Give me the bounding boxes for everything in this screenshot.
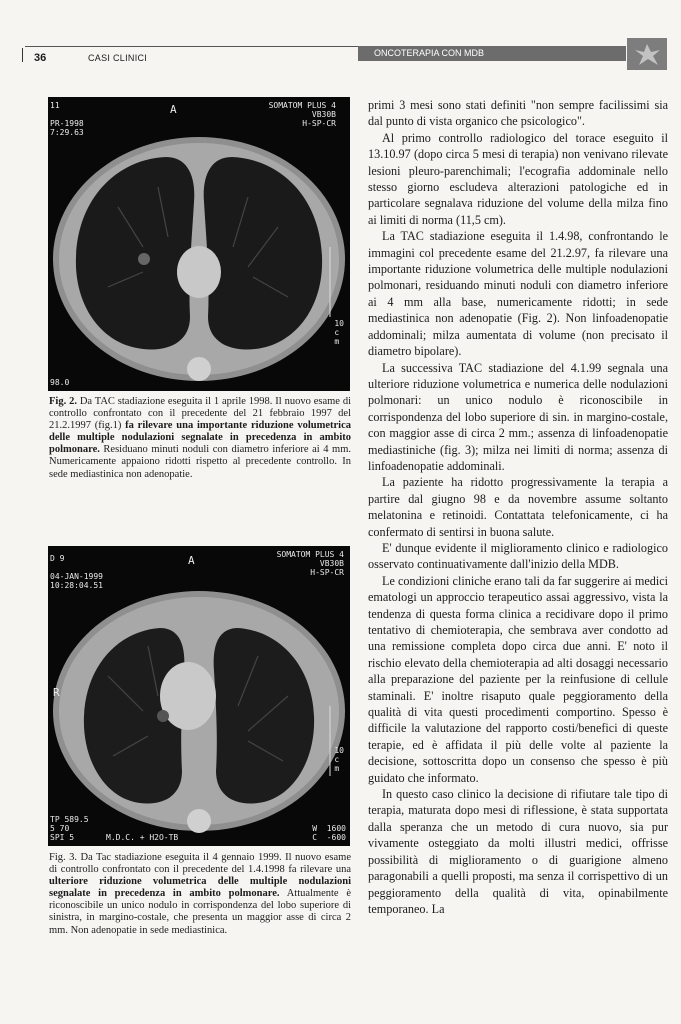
- ct-scan-fig3: [48, 546, 350, 846]
- body-paragraph: E' dunque evidente il miglioramento clinico e radiologico osservato continuativamente dall'inizio della MDB.: [368, 540, 668, 572]
- body-column: [368, 97, 668, 917]
- journal-banner: ONCOTERAPIA CON MDB: [358, 46, 626, 61]
- body-paragraph: La paziente ha ridotto progressivamente la terapia a partire dal giugno 98 e da novembre assume soltanto melatonina e retinoidi. Contattata telefonicamente, ci ha confermato di sentirsi in buona salute.: [368, 475, 668, 539]
- scan-overlay-bottom-left: TP 589.5 5 70 SPI 5: [50, 815, 89, 842]
- scan-overlay-bottom-center: M.D.C. + H2O-TB: [106, 833, 179, 842]
- body-paragraph: Le condizioni cliniche erano tali da far suggerire ai medici ematologi un approccio terapeutico assai aggressivo, vista la tendenza di questa forma clinica a recidivare dopo il primo tentativo di chemioterapia, che sembrava aver condotto ad una remissione completa dopo circa due anni. E' noto il rischio elevato della chemioterapia ad alti dosaggi necessario alla preparazione del paziente per la reinfusione di cellule staminali. E' inoltre risaputo quale peggioramento della qualità di vita questi procedimenti comportino. Spesso è difficile la valutazione del rapporto costi/benefici di queste terapie, ed è affidata il più delle volte al paziente la decisione, sottoscritta dopo un consenso che spesso è più guidato che informato.: [368, 573, 668, 785]
- scan-overlay-bottom-right: W 1600 C -600: [312, 824, 346, 842]
- caption-text: Attualmente è riconoscibile un unico nodulo in corrispondenza del lobo superiore di sinistra, in margino-costale, che presenta un maggior asse di circa 2 mm. Non adenopatie in sede mediastinica.: [49, 888, 351, 936]
- header-tick: [22, 48, 23, 62]
- ct-scan-fig2: [48, 97, 350, 391]
- caption-highlight: fa rilevare una importante riduzione volumetrica delle multiple nodulazioni segnalate in precedenza in ambito polmonare.: [49, 420, 351, 456]
- scan-overlay-scale: 10 c m: [334, 746, 344, 773]
- page-header: [0, 0, 681, 80]
- caption-text: Da TAC stadiazione eseguita il 1 aprile 1998. Il nuovo esame di controllo confrontato con il precedente del 21 febbraio 1997 del 21.2.1997 (fig.1): [49, 396, 351, 432]
- scan-overlay-top-left: D 9 04-JAN-1999 10:28:04.51: [50, 554, 103, 590]
- figure-caption-3: [49, 852, 351, 937]
- caption-label: Fig. 3.: [49, 852, 78, 863]
- body-paragraph: Al primo controllo radiologico del torace eseguito il 13.10.97 (dopo circa 5 mesi di terapia) non venivano rilevate lesioni pleuro-parenchimali; l'ecografia addominale nello stesso giorno escludeva alterazioni patologiche ed in particolare segnalava riduzione del volume della milza fino ai limiti di norma (11,5 cm).: [368, 130, 668, 227]
- body-paragraph: La TAC stadiazione eseguita il 1.4.98, confrontando le immagini col precedente esame del 21.2.97, fa rilevare una importante riduzione volumetrica delle multiple nodulazioni polmonari, residuando minuti noduli con diametro inferiore ai 4 mm alla base, numericamente ridotti; in sede mediastinica non adenopatie (Fig. 2). Non linfoadenopatie addominali; milza aumentata di volume (non precisato il diametro bipolare).: [368, 229, 668, 359]
- scan-overlay-side-marker: R: [53, 686, 60, 699]
- ct-image-fig3: [48, 546, 350, 846]
- body-paragraph: primi 3 mesi sono stati definiti "non sempre facilissimi sia dal punto di vista organico che psicologico".: [368, 98, 668, 129]
- scan-overlay-top-right: SOMATOM PLUS 4 VB30B H-SP-CR: [268, 101, 336, 128]
- body-paragraph: In questo caso clinico la decisione di rifiutare tale tipo di terapia, maturata dopo mesi di riflessione, è stata supportata dalla speranza che un metodo di cura nuovo, sia pur vivamente osteggiato da molti illustri medici, offrisse possibilità di miglioramento o di guarigione almeno paragonabili a quelli proposti, ma senza il corrispettivo di un peggioramento della qualità di vita, opinabilmente temporaneo. La: [368, 787, 668, 916]
- body-paragraph: La successiva TAC stadiazione del 4.1.99 segnala una ulteriore riduzione volumetrica e numerica delle nodulazioni polmonari: un unico nodulo è riconoscibile in corrispondenza del lobo superiore di sin. in margino-costale, con maggior asse di circa 2 mm.; assenza di linfoadenopatie mediastiniche (fig. 3); milza nei limiti di norma; assenza di linfoadenopatie addominali.: [368, 360, 668, 473]
- page-number: 36: [34, 52, 47, 64]
- journal-logo-icon: [627, 38, 667, 70]
- caption-label: Fig. 2.: [49, 396, 77, 407]
- scan-overlay-bottom-left: 98.0: [50, 378, 70, 387]
- scan-overlay-top-center: A: [170, 103, 177, 116]
- scan-overlay-top-left: 11 PR-1998 7:29.63: [50, 101, 84, 137]
- scan-overlay-top-right: SOMATOM PLUS 4 VB30B H-SP-CR: [276, 550, 344, 577]
- scan-overlay-scale: 10 c m: [334, 319, 344, 346]
- caption-highlight: ulteriore riduzione volumetrica delle multiple nodulazioni segnalate in precedenza in ambito polmonare.: [49, 876, 351, 900]
- figure-caption-2: [49, 396, 351, 481]
- caption-text: Residuano minuti noduli con diametro inferiore ai 4 mm. Numericamente appaiono ridotti rispetto al precedente controllo. In sede mediastinica non adenopatie.: [49, 444, 351, 480]
- ct-image-fig2: [48, 97, 350, 391]
- scan-overlay-top-center: A: [188, 554, 195, 567]
- section-title: CASI CLINICI: [88, 53, 148, 63]
- caption-text: Da Tac stadiazione eseguita il 4 gennaio 1999. Il nuovo esame di controllo confrontato con il precedente del 1.4.1998 fa rilevare una: [49, 852, 351, 876]
